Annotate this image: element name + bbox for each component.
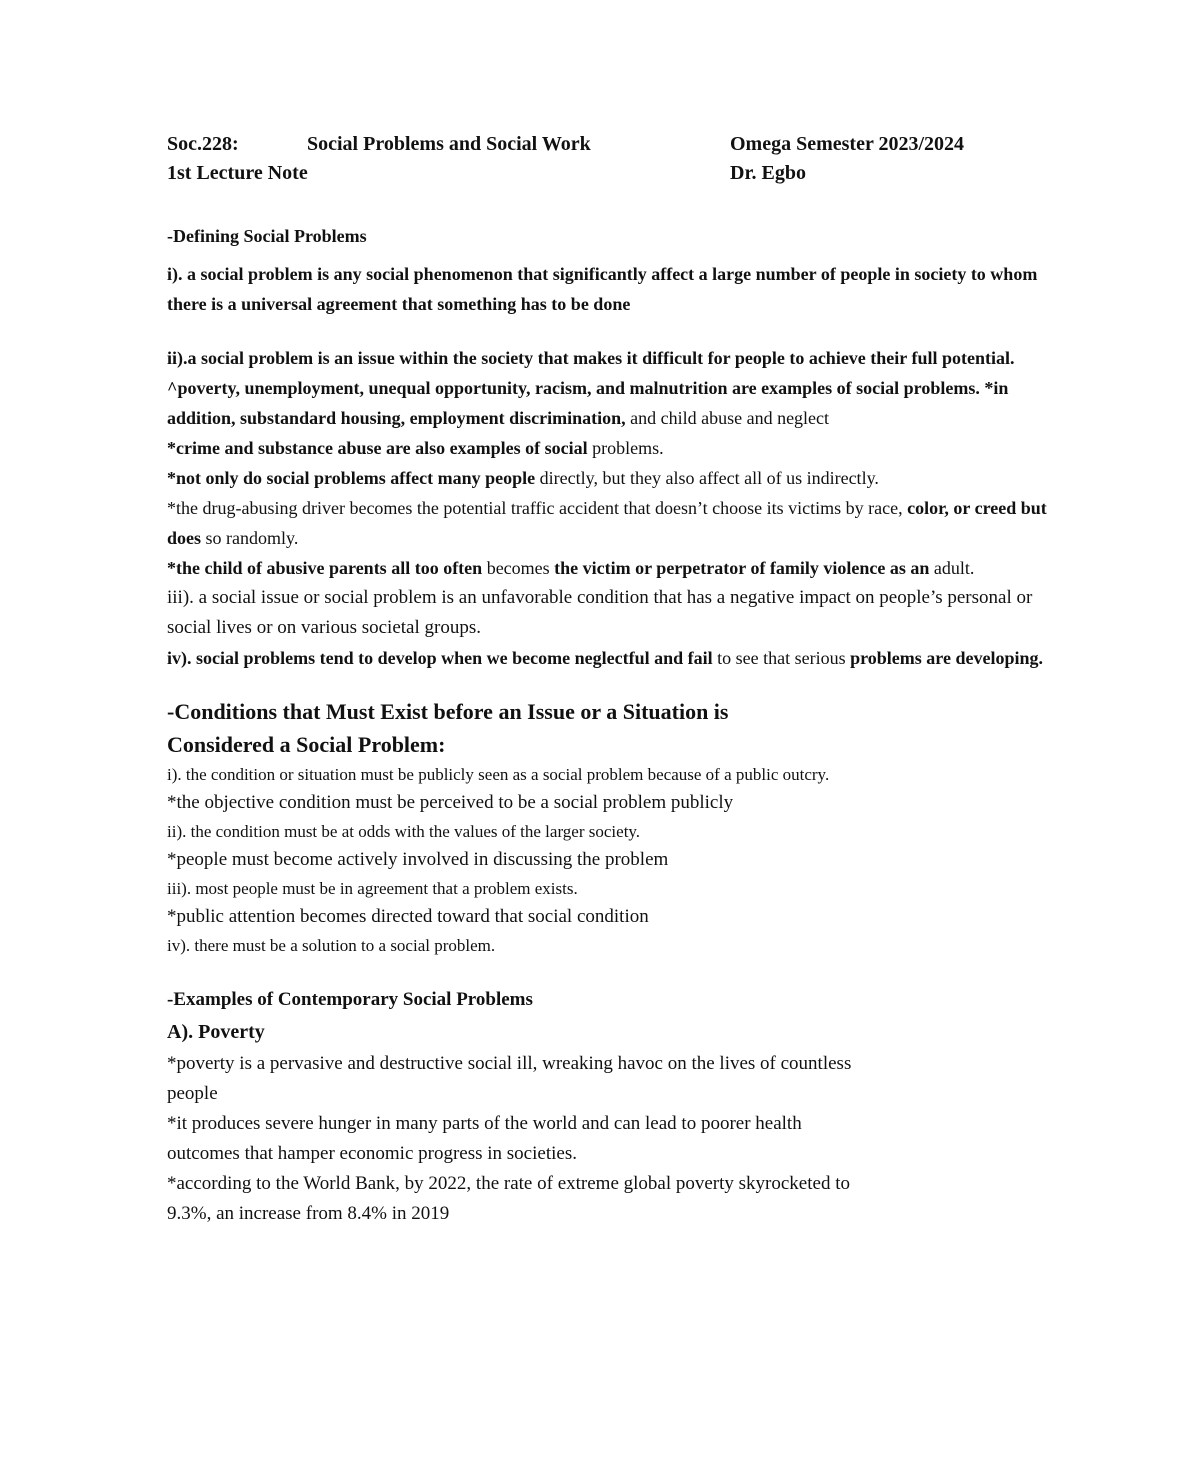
course-code: Soc.228:: [167, 133, 239, 155]
child-normal-1: becomes: [482, 558, 550, 578]
semester: Omega Semester 2023/2024: [730, 133, 965, 155]
child-bold-2: the victim or perpetrator of family violence as an: [549, 558, 930, 578]
not-only-line: [167, 463, 1072, 493]
condition-item: *public attention becomes directed toward that social condition: [167, 906, 649, 927]
course-title: Social Problems and Social Work: [307, 133, 591, 155]
condition-item: i). the condition or situation must be publicly seen as a social problem because of a public outcry.: [167, 765, 830, 784]
condition-item: *people must become actively involved in discussing the problem: [167, 849, 669, 870]
condition-item: iv). there must be a solution to a social problem.: [167, 936, 496, 955]
lecture-note-label: 1st Lecture Note: [167, 162, 308, 184]
poverty-item: *it produces severe hunger in many parts of the world and can lead to poorer health outcomes that hamper economic progress in societies.: [167, 1113, 802, 1164]
condition-item: *the objective condition must be perceived to be a social problem publicly: [167, 792, 734, 813]
iv-bold: iv). social problems tend to develop when we become neglectful and fail: [167, 648, 713, 668]
iv-normal: to see that serious: [712, 648, 846, 668]
poverty-item: *poverty is a pervasive and destructive social ill, wreaking havoc on the lives of countless people: [167, 1053, 852, 1104]
child-line: [167, 553, 1067, 583]
not-only-normal: directly, but they also affect all of us indirectly.: [535, 468, 879, 488]
drug-end: so randomly.: [201, 528, 299, 548]
header-line-2: [167, 159, 1072, 188]
not-only-bold: *not only do social problems affect many people: [167, 468, 536, 488]
child-normal-2: adult.: [929, 558, 975, 578]
definition-iv: [167, 643, 1057, 673]
lecturer-name: Dr. Egbo: [730, 162, 806, 184]
definition-ii-normal: and child abuse and neglect: [625, 408, 830, 428]
poverty-item: *according to the World Bank, by 2022, the rate of extreme global poverty skyrocketed to 9.3%, an increase from 8.4% in 2019: [167, 1173, 850, 1224]
definition-ii-bold: ii).a social problem is an issue within the society that makes it difficult for people to achieve their full potential. ^poverty, unemployment, unequal opportunity, racism, and malnutrition are examples of social problems. *in addition, substandard housing, employment discrimination,: [167, 348, 1015, 428]
crime-line: [167, 433, 1072, 463]
crime-bold: *crime and substance abuse are also examples of social: [167, 438, 588, 458]
iv-bold-2: problems are developing.: [845, 648, 1043, 668]
document-body: [167, 130, 1072, 1229]
conditions-heading-line-2: Considered a Social Problem:: [167, 732, 446, 757]
drug-line: [167, 493, 1072, 553]
crime-normal: problems.: [587, 438, 664, 458]
definition-ii: [167, 343, 1062, 433]
drug-normal: *the drug-abusing driver becomes the potential traffic accident that doesn’t choose its victims by race,: [167, 498, 903, 518]
definition-i: i). a social problem is any social phenomenon that significantly affect a large number of people in society to whom there is a universal agreement that something has to be done: [167, 264, 1038, 314]
header-line-1: [167, 130, 1072, 159]
child-bold-1: *the child of abusive parents all too often: [167, 558, 483, 578]
examples-heading: -Examples of Contemporary Social Problems: [167, 989, 533, 1010]
definition-iii: iii). a social issue or social problem is an unfavorable condition that has a negative impact on people’s personal or social lives or on various societal groups.: [167, 587, 1033, 638]
defining-heading: -Defining Social Problems: [167, 226, 367, 246]
drug-bold: color, or creed but does: [167, 498, 1047, 548]
poverty-subheading: A). Poverty: [167, 1021, 265, 1043]
condition-item: iii). most people must be in agreement that a problem exists.: [167, 879, 578, 898]
condition-item: ii). the condition must be at odds with the values of the larger society.: [167, 822, 641, 841]
conditions-heading-line-1: -Conditions that Must Exist before an Issue or a Situation is: [167, 699, 729, 724]
